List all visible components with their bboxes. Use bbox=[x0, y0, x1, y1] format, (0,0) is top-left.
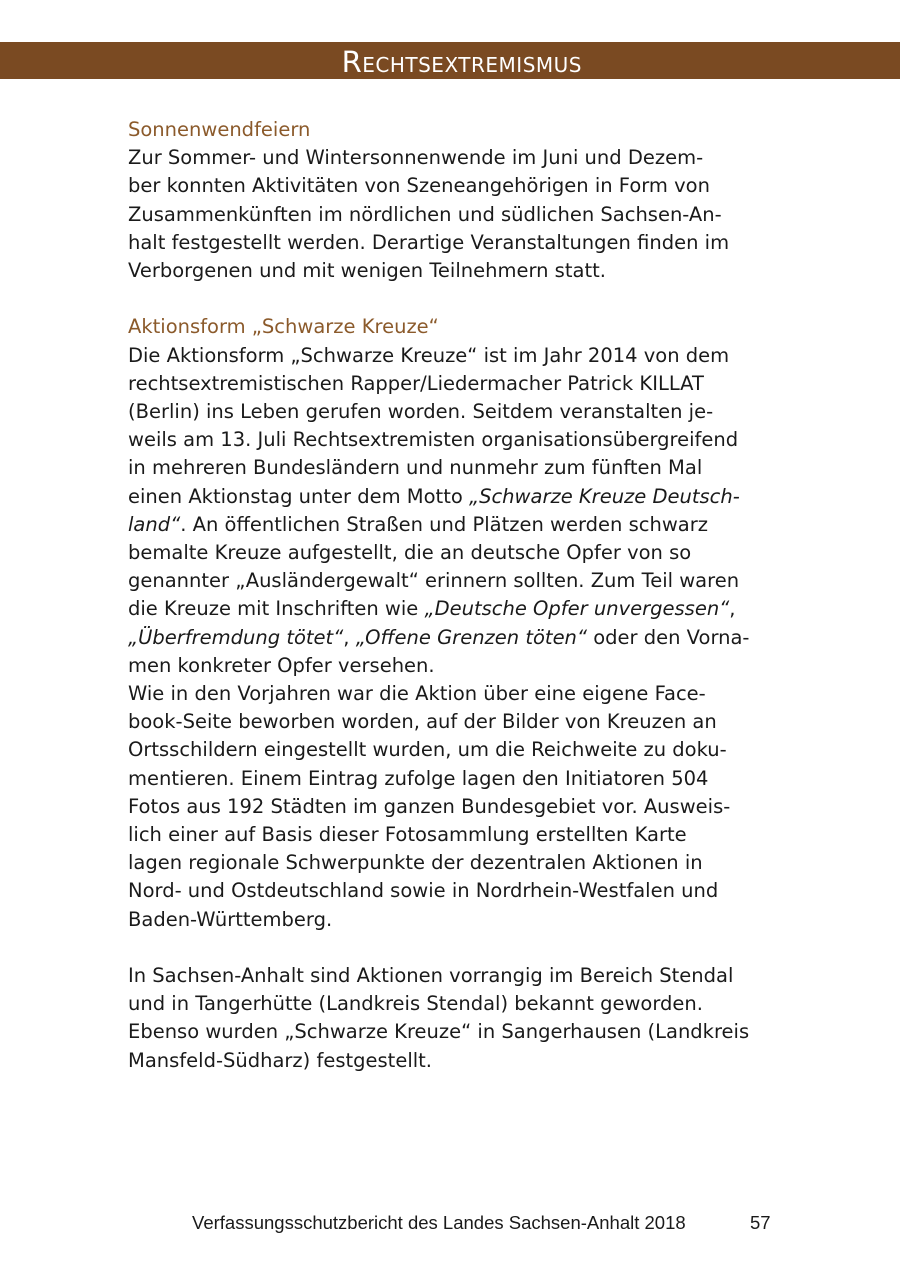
text-line: Die Aktionsform „Schwarze Kreuze“ ist im Jahr 2014 von dem bbox=[128, 343, 730, 367]
text-line: oder den Vorna- bbox=[587, 625, 750, 649]
italic-motto-end: land“ bbox=[128, 512, 181, 536]
italic-inscription: „Deutsche Opfer unvergessen“ bbox=[424, 597, 730, 621]
paragraph-spacer bbox=[128, 934, 778, 962]
text-line: Baden-Württemberg. bbox=[128, 907, 333, 931]
main-content bbox=[128, 116, 778, 1075]
paragraph-spacer bbox=[128, 285, 778, 313]
text-line: einen Aktionstag unter dem Motto bbox=[128, 484, 463, 508]
italic-motto: „Schwarze Kreuze Deutsch- bbox=[468, 484, 740, 508]
paragraph-schwarze-kreuze bbox=[128, 342, 778, 934]
text-line: , bbox=[343, 625, 356, 649]
text-line: . An öffentlichen Straßen und Plätzen werden schwarz bbox=[180, 512, 708, 536]
text-line: Mansfeld-Südharz) festgestellt. bbox=[128, 1048, 432, 1072]
text-line: men konkreter Opfer versehen. bbox=[128, 653, 435, 677]
text-line: halt festgestellt werden. Derartige Veranstaltungen finden im bbox=[128, 230, 730, 254]
text-line: weils am 13. Juli Rechtsextremisten organisationsübergreifend bbox=[128, 428, 739, 452]
footer-publication-title: Verfassungsschutzbericht des Landes Sachsen-Anhalt 2018 bbox=[192, 1212, 686, 1233]
text-line: lich einer auf Basis dieser Fotosammlung erstellten Karte bbox=[128, 823, 687, 847]
page-footer bbox=[0, 1212, 900, 1240]
paragraph-sonnenwendfeiern bbox=[128, 144, 778, 285]
text-line: die Kreuze mit Inschriften wie bbox=[128, 597, 419, 621]
text-line: Nord- und Ostdeutschland sowie in Nordrhein-Westfalen und bbox=[128, 879, 719, 903]
text-line: Fotos aus 192 Städten im ganzen Bundesgebiet vor. Ausweis- bbox=[128, 794, 731, 818]
section-heading-sonnenwendfeiern: Sonnenwendfeiern bbox=[128, 118, 311, 141]
text-line: mentieren. Einem Eintrag zufolge lagen den Initiatoren 504 bbox=[128, 766, 709, 790]
text-line: und in Tangerhütte (Landkreis Stendal) bekannt geworden. bbox=[128, 992, 703, 1016]
text-line: rechtsextremistischen Rapper/Liedermacher Patrick KILLAT bbox=[128, 371, 704, 395]
text-line: genannter „Ausländergewalt“ erinnern sollten. Zum Teil waren bbox=[128, 569, 740, 593]
section-heading-schwarze-kreuze: Aktionsform „Schwarze Kreuze“ bbox=[128, 315, 439, 339]
text-line: Zusammenkünften im nördlichen und südlichen Sachsen-An- bbox=[128, 202, 722, 226]
text-line: in mehreren Bundesländern und nunmehr zum fünften Mal bbox=[128, 456, 703, 480]
text-line: , bbox=[729, 597, 736, 621]
text-line: bemalte Kreuze aufgestellt, die an deutsche Opfer von so bbox=[128, 541, 692, 565]
italic-inscription: „Offene Grenzen töten“ bbox=[355, 625, 588, 649]
text-line: In Sachsen-Anhalt sind Aktionen vorrangig im Bereich Stendal bbox=[128, 964, 734, 988]
text-line: Ebenso wurden „Schwarze Kreuze“ in Sangerhausen (Landkreis bbox=[128, 1020, 750, 1044]
page-number: 57 bbox=[750, 1212, 771, 1233]
text-line: Wie in den Vorjahren war die Aktion über eine eigene Face- bbox=[128, 682, 706, 706]
text-line: Zur Sommer- und Wintersonnenwende im Juni und Dezem- bbox=[128, 146, 704, 170]
italic-inscription: „Überfremdung tötet“ bbox=[128, 625, 344, 649]
text-line: (Berlin) ins Leben gerufen worden. Seitdem veranstalten je- bbox=[128, 400, 714, 424]
text-line: lagen regionale Schwerpunkte der dezentralen Aktionen in bbox=[128, 851, 703, 875]
text-line: Ortsschildern eingestellt wurden, um die Reichweite zu doku- bbox=[128, 738, 727, 762]
text-line: book-Seite beworben worden, auf der Bilder von Kreuzen an bbox=[128, 710, 717, 734]
paragraph-sachsen-anhalt bbox=[128, 962, 778, 1075]
header-bar bbox=[0, 42, 900, 79]
page-section-title: Rechtsextremismus bbox=[341, 45, 582, 79]
text-line: Verborgenen und mit wenigen Teilnehmern statt. bbox=[128, 259, 606, 283]
text-line: ber konnten Aktivitäten von Szeneangehörigen in Form von bbox=[128, 174, 710, 198]
